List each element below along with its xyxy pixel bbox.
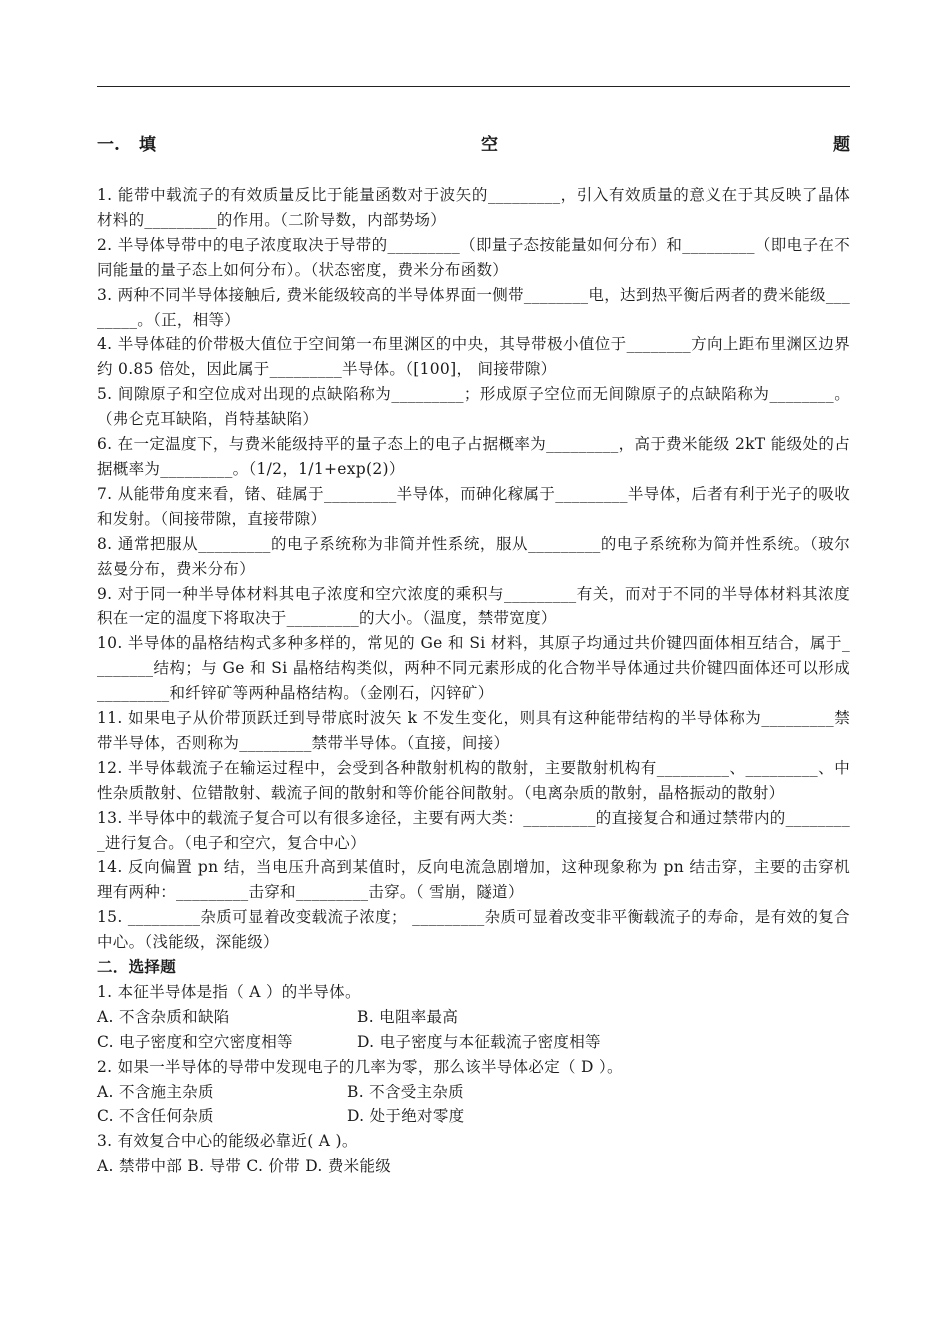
fill-question-12: 12. 半导体载流子在输运过程中，会受到各种散射机构的散射，主要散射机构有_________、_________、中性杂质散射、位错散射、载流子间的散射和等价能谷间散射。（电离杂质的散射，晶格振动的散射） — [97, 758, 850, 802]
choice-1-option-a: A. 不含杂质和缺陷 — [97, 1007, 230, 1026]
fill-question-10: 10. 半导体的晶格结构式多种多样的，常见的 Ge 和 Si 材料，其原子均通过共价键四面体相互结合，属于________结构；与 Ge 和 Si 晶格结构类似，两种不同元素形成的化合物半导体通过共价键四面体还可以形成_________和纤锌矿等两种晶格结构。（金刚石，闪锌矿） — [97, 634, 850, 703]
section-title-part-1: 填 — [139, 135, 156, 155]
choice-1-option-b: B. 电阻率最高 — [357, 1007, 459, 1026]
choice-2-option-d: D. 处于绝对零度 — [347, 1107, 465, 1126]
choice-2-option-c: C. 不含任何杂质 — [97, 1107, 214, 1126]
fill-question-13: 13. 半导体中的载流子复合可以有很多途径，主要有两大类：_________的直接复合和通过禁带内的_________进行复合。（电子和空穴，复合中心） — [97, 808, 850, 852]
choice-1-option-d: D. 电子密度与本征载流子密度相等 — [357, 1032, 601, 1051]
fill-question-1: 1. 能带中载流子的有效质量反比于能量函数对于波矢的_________，引入有效质量的意义在于其反映了晶体材料的_________的作用。（二阶导数，内部势场） — [97, 186, 850, 229]
choice-2-option-b: B. 不含受主杂质 — [347, 1082, 464, 1101]
choice-question-3-stem: 3. 有效复合中心的能级必靠近( A )。 — [97, 1132, 358, 1151]
fill-question-7: 7. 从能带角度来看，锗、硅属于_________半导体，而砷化稼属于_________半导体，后者有利于光子的吸收和发射。（间接带隙，直接带隙） — [97, 484, 850, 528]
section-title-choice: 二．选择题 — [97, 957, 177, 977]
fill-question-15: 15. _________杂质可显着改变载流子浓度； _________杂质可显着改变非平衡载流子的寿命，是有效的复合中心。（浅能级，深能级） — [97, 908, 850, 952]
choice-1-option-c: C. 电子密度和空穴密度相等 — [97, 1032, 293, 1051]
choice-question-1-options-row-1 — [97, 1005, 850, 1030]
top-rule — [97, 86, 850, 87]
fill-question-11: 11. 如果电子从价带顶跃迁到导带底时波矢 k 不发生变化，则具有这种能带结构的半导体称为_________禁带半导体，否则称为_________禁带半导体。（直接，间接） — [97, 709, 850, 752]
fill-question-4: 4. 半导体硅的价带极大值位于空间第一布里渊区的中央，其导带极小值位于________方向上距布里渊区边界约 0.85 倍处，因此属于_________半导体。（[100]， 间接带隙） — [97, 335, 850, 379]
fill-question-2: 2. 半导体导带中的电子浓度取决于导带的_________（即量子态按能量如何分布）和_________（即电子在不同能量的量子态上如何分布）。（状态密度，费米分布函数） — [97, 235, 850, 279]
choice-question-2-options-row-1 — [97, 1080, 850, 1105]
section-title-part-3: 题 — [833, 135, 850, 155]
fill-question-6: 6. 在一定温度下，与费米能级持平的量子态上的电子占据概率为_________，高于费米能级 2kT 能级处的占据概率为_________。（1/2，1/1+exp(2)） — [97, 435, 850, 478]
choice-question-1-stem: 1. 本征半导体是指（ A ）的半导体。 — [97, 983, 361, 1001]
fill-question-14: 14. 反向偏置 pn 结，当电压升高到某值时，反向电流急剧增加，这种现象称为 pn 结击穿，主要的击穿机理有两种：_________击穿和_________击穿。（ 雪崩，隧道） — [97, 858, 850, 902]
choice-2-option-a: A. 不含施主杂质 — [97, 1082, 214, 1101]
choice-question-3-options: A. 禁带中部 B. 导带 C. 价带 D. 费米能级 — [97, 1157, 392, 1176]
section-title-part-2: 空 — [481, 135, 498, 155]
fill-question-5: 5. 间隙原子和空位成对出现的点缺陷称为_________；形成原子空位而无间隙原子的点缺陷称为________。（弗仑克耳缺陷，肖特基缺陷） — [97, 385, 850, 429]
section-number: 一. — [97, 135, 120, 155]
section-title-fill-blank — [97, 130, 850, 158]
document-body — [97, 183, 850, 1179]
fill-question-9: 9. 对于同一种半导体材料其电子浓度和空穴浓度的乘积与_________有关，而对于不同的半导体材料其浓度积在一定的温度下将取决于_________的大小。（温度，禁带宽度） — [97, 584, 850, 628]
fill-question-3: 3. 两种不同半导体接触后, 费米能级较高的半导体界面一侧带________电，达到热平衡后两者的费米能级________。（正，相等） — [97, 285, 850, 329]
choice-question-2-options-row-2 — [97, 1104, 850, 1129]
choice-question-1-options-row-2 — [97, 1030, 850, 1055]
choice-question-2-stem: 2. 如果一半导体的导带中发现电子的几率为零，那么该半导体必定（ D ）。 — [97, 1057, 623, 1076]
fill-question-8: 8. 通常把服从_________的电子系统称为非简并性系统，服从_________的电子系统称为简并性系统。（玻尔兹曼分布，费米分布） — [97, 534, 850, 578]
